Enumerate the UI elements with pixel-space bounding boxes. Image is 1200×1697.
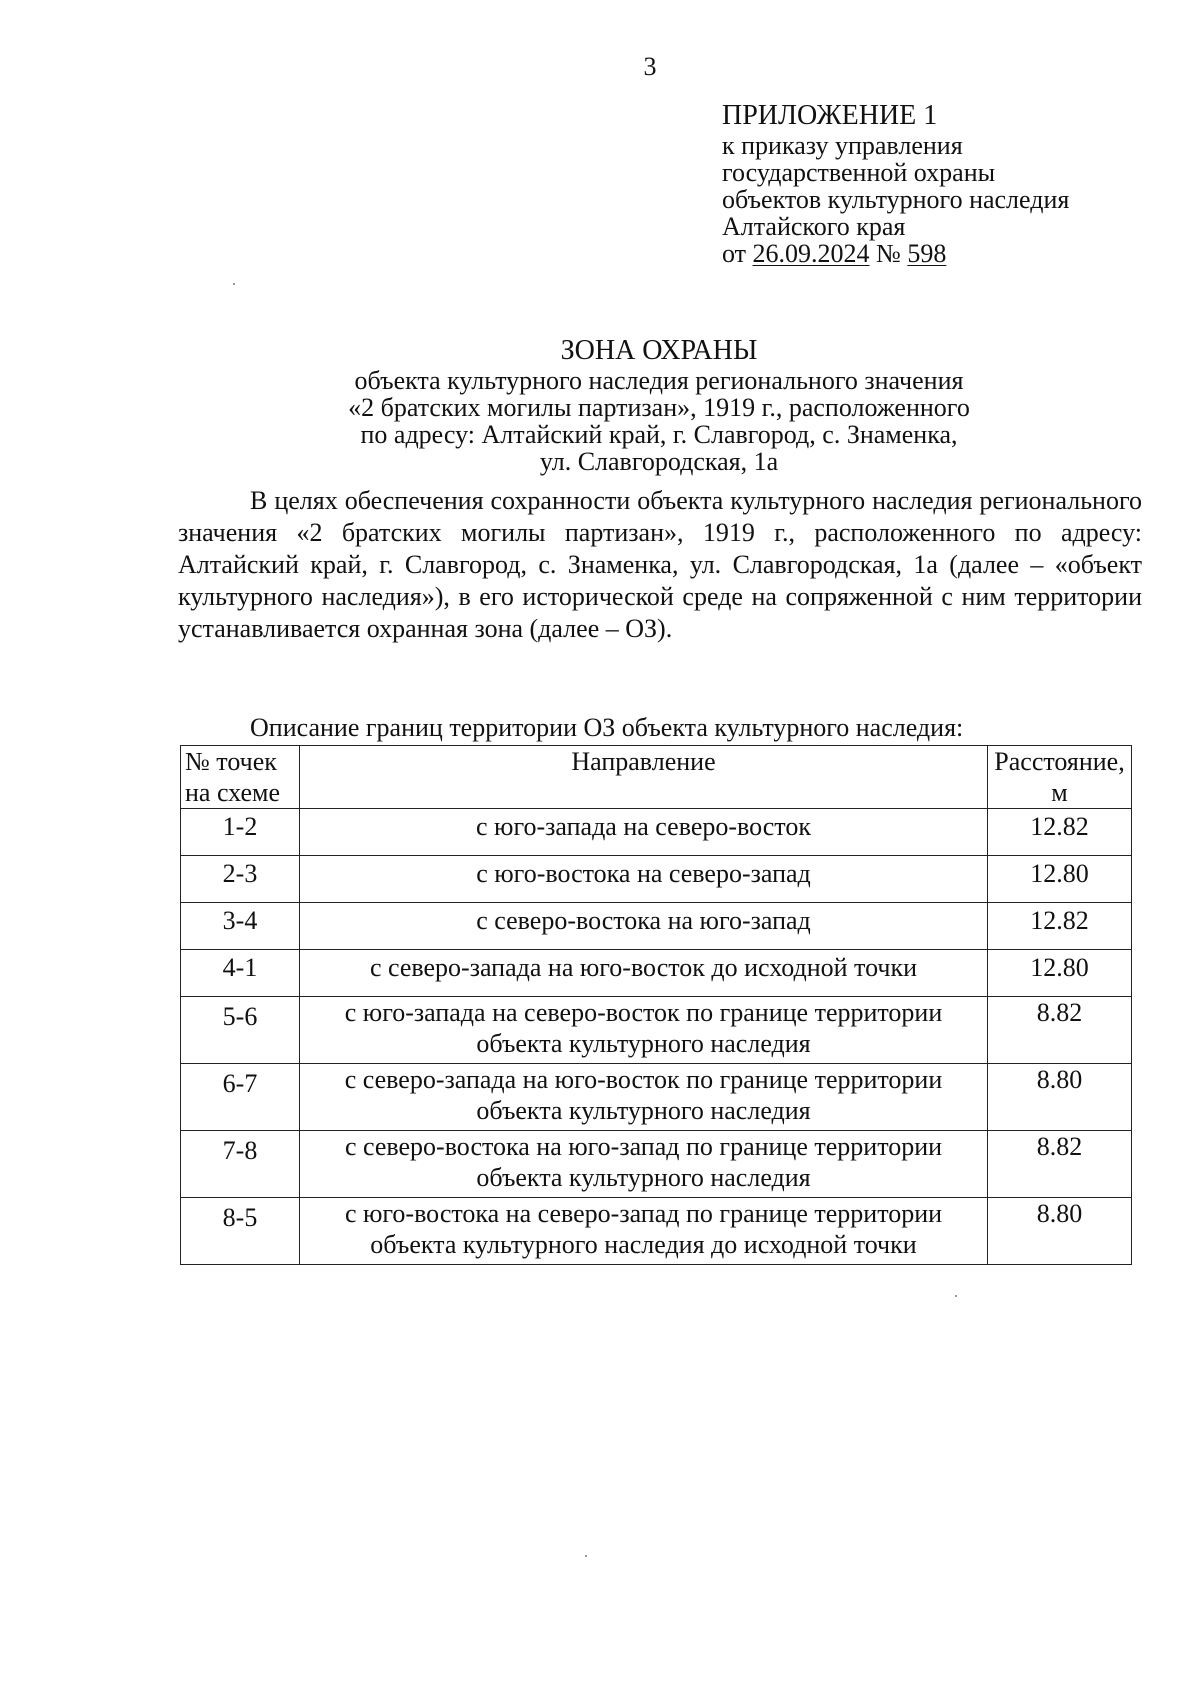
cell-direction-line: с северо-востока на юго-запад (476, 906, 811, 935)
header-points-line: № точек (185, 747, 277, 776)
zone-subtitle-line: по адресу: Алтайский край, г. Славгород, с. Знаменка, (360, 420, 958, 449)
cell-direction-line: с юго-востока на северо-запад по границе территории (344, 1199, 943, 1228)
zone-subtitle-line: объекта культурного наследия регионального значения (354, 366, 964, 395)
appendix-line: Алтайского края (722, 212, 906, 241)
zone-title: ЗОНА ОХРАНЫ (560, 335, 758, 366)
cell-points: 7-8 (181, 1131, 300, 1198)
table-row (181, 1198, 1132, 1265)
cell-distance: 8.82 (988, 997, 1132, 1064)
date-prefix: от (722, 239, 753, 268)
cell-points: 8-5 (181, 1198, 300, 1265)
scan-speck (955, 1295, 957, 1297)
appendix-line: объектов культурного наследия (722, 185, 1070, 214)
boundaries-table (180, 745, 1132, 1265)
cell-points: 2-3 (181, 856, 300, 903)
cell-direction-line: объекта культурного наследия (476, 1096, 811, 1125)
page-number: 3 (643, 52, 657, 81)
cell-direction-line: с юго-запада на северо-восток по границе территории (344, 998, 943, 1027)
appendix-line: государственной охраны (722, 158, 996, 187)
table-row (181, 1131, 1132, 1198)
cell-direction (300, 903, 988, 950)
cell-direction (300, 1131, 988, 1198)
cell-direction (300, 950, 988, 997)
appendix-title: ПРИЛОЖЕНИЕ 1 (722, 100, 938, 131)
scan-speck (585, 1555, 587, 1557)
cell-points: 1-2 (181, 809, 300, 856)
cell-points: 5-6 (181, 997, 300, 1064)
scan-speck (233, 283, 235, 285)
cell-points: 4-1 (181, 950, 300, 997)
cell-points: 3-4 (181, 903, 300, 950)
cell-distance: 12.82 (988, 809, 1132, 856)
appendix-line: к приказу управления (722, 131, 963, 160)
cell-distance: 8.80 (988, 1198, 1132, 1265)
cell-direction (300, 809, 988, 856)
cell-direction (300, 856, 988, 903)
cell-direction-line: объекта культурного наследия до исходной точки (370, 1230, 917, 1259)
header-direction: Направление (300, 746, 988, 809)
cell-direction-line: объекта культурного наследия (476, 1163, 811, 1192)
order-date: 26.09.2024 (752, 239, 870, 268)
intro-paragraph: В целях обеспечения сохранности объекта культурного наследия регионального значения «2 братских могилы партизан», 1919 г., расположенного по адресу: Алтайский край, г. Славгород, с. Знаменка, ул. Славгородская, 1а (далее – «объект культурного наследия»), в его исторической среде на сопряженной с ним территории устанавливается охранная зона (далее – ОЗ). (178, 486, 1142, 643)
table-row (181, 809, 1132, 856)
cell-distance: 12.82 (988, 903, 1132, 950)
cell-direction-line: с юго-востока на северо-запад (476, 859, 811, 888)
table-row (181, 950, 1132, 997)
cell-distance: 12.80 (988, 856, 1132, 903)
appendix-date-line (722, 240, 1182, 267)
table-caption: Описание границ территории ОЗ объекта культурного наследия: (250, 713, 964, 742)
cell-distance: 8.82 (988, 1131, 1132, 1198)
appendix-header (722, 100, 1182, 267)
table-row (181, 997, 1132, 1064)
cell-direction-line: с северо-запада на юго-восток до исходной точки (369, 953, 918, 982)
header-distance (988, 746, 1132, 809)
cell-direction-line: с юго-запада на северо-восток (476, 812, 811, 841)
number-prefix: № (869, 239, 908, 268)
cell-distance: 12.80 (988, 950, 1132, 997)
cell-direction-line: с северо-востока на юго-запад по границе территории (344, 1132, 943, 1161)
zone-heading (180, 335, 1138, 475)
zone-subtitle-line: «2 братских могилы партизан», 1919 г., расположенного (348, 393, 970, 422)
table-row (181, 856, 1132, 903)
header-distance-line: м (1051, 778, 1068, 807)
cell-points: 6-7 (181, 1064, 300, 1131)
zone-subtitle-line: ул. Славгородская, 1а (539, 447, 779, 476)
header-distance-line: Расстояние, (994, 747, 1125, 776)
cell-direction (300, 1198, 988, 1265)
cell-distance: 8.80 (988, 1064, 1132, 1131)
header-points-line: на схеме (185, 778, 281, 807)
cell-direction-line: объекта культурного наследия (476, 1029, 811, 1058)
table-row (181, 1064, 1132, 1131)
header-points (181, 746, 300, 809)
cell-direction-line: с северо-запада на юго-восток по границе территории (344, 1065, 943, 1094)
cell-direction (300, 1064, 988, 1131)
order-number: 598 (907, 239, 947, 268)
cell-direction (300, 997, 988, 1064)
table-header-row (181, 746, 1132, 809)
table-row (181, 903, 1132, 950)
